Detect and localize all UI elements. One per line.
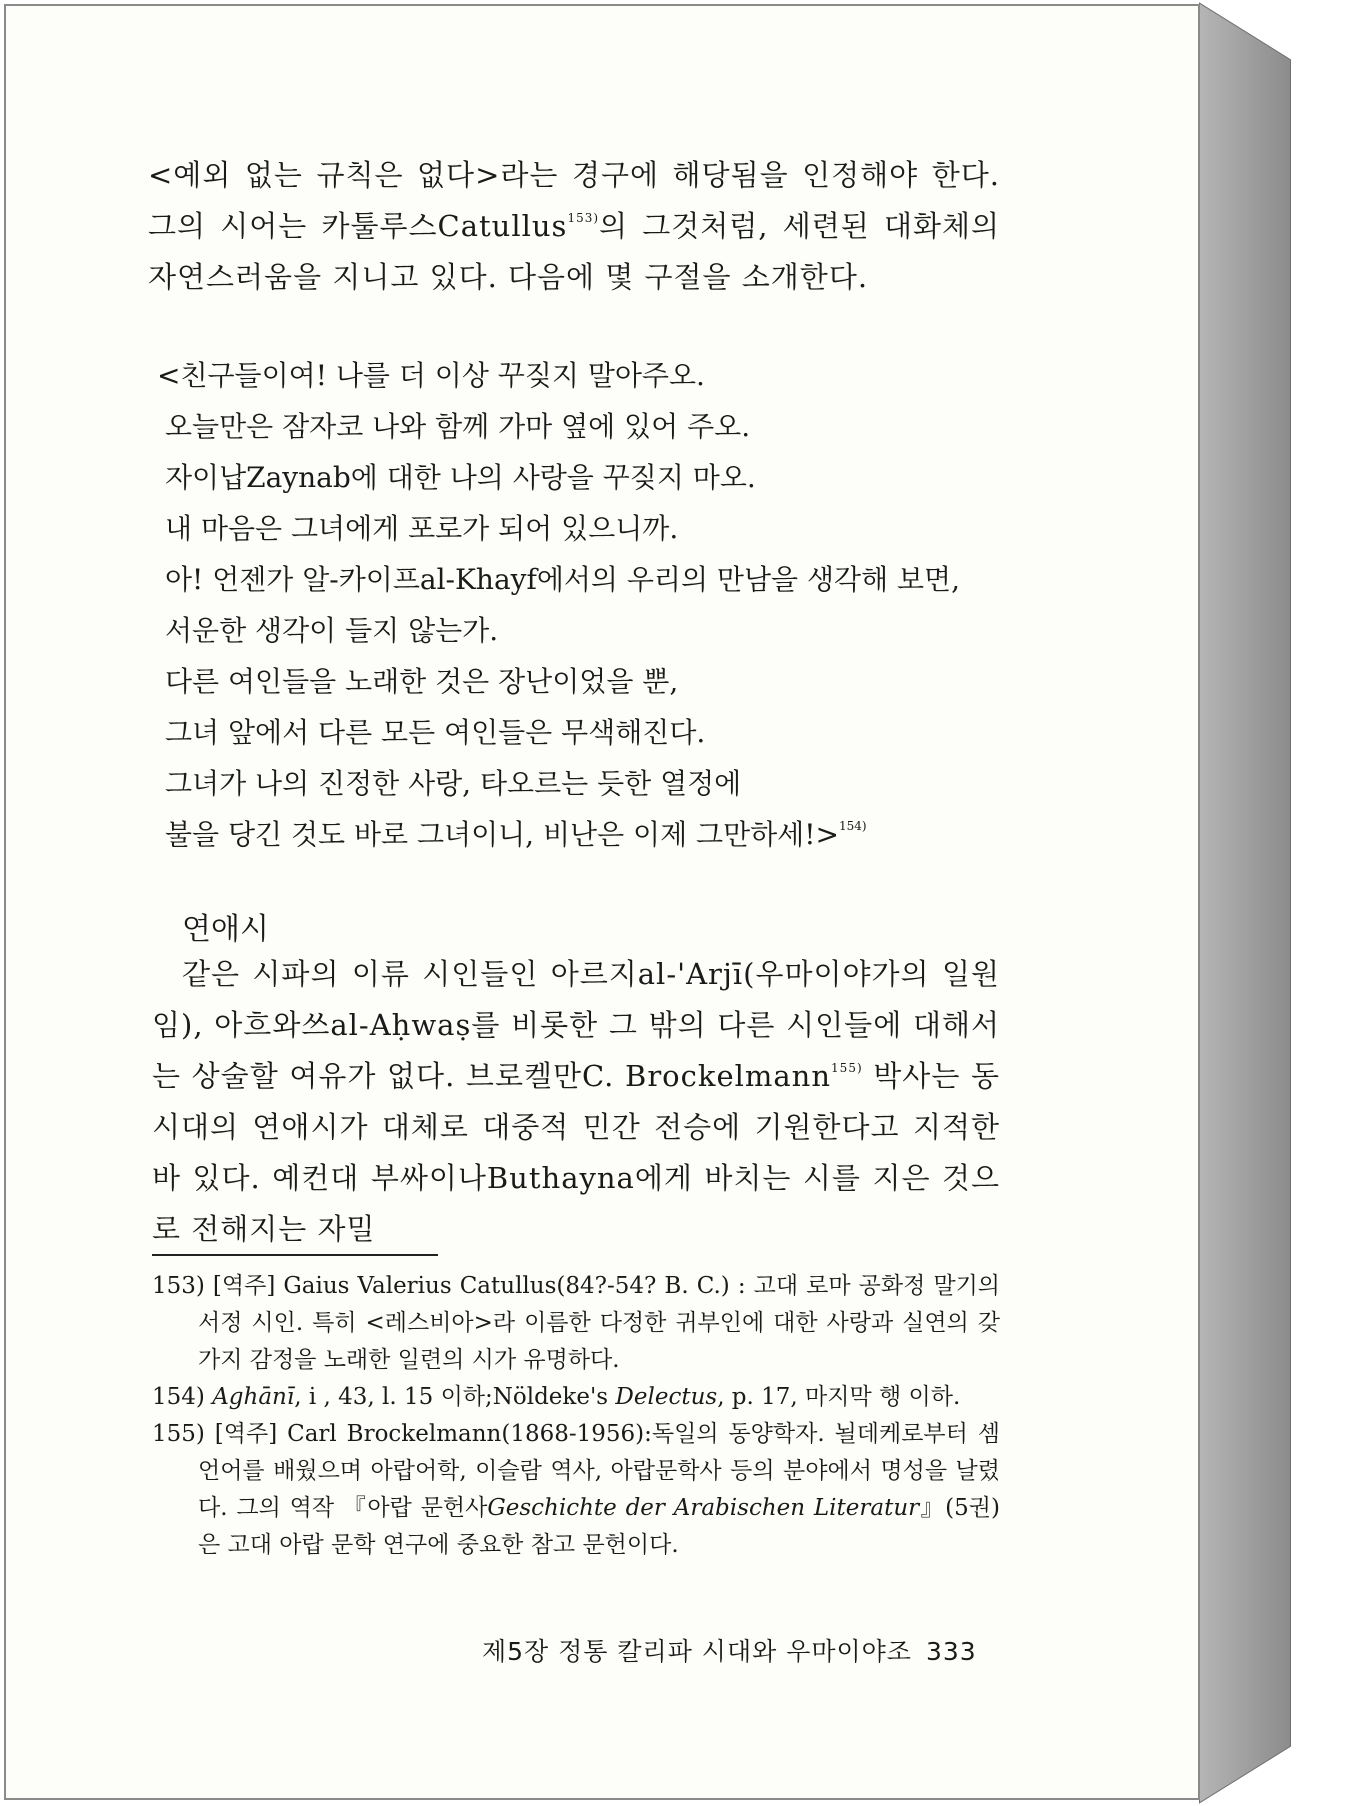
footnote-divider [152,1254,438,1256]
poem-line-last [165,809,985,860]
footnote-ref-155: 155) [831,1061,863,1075]
para2-text-a: 같은 시파의 이류 시인들인 아르지al-'Arjī(우마이야가의 일원임), 아흐와쓰al-Aḥwaṣ를 비롯한 그 밖의 다른 시인들에 대해서는 상술할 여유가 없다. 브로켈만C. Brockelmann [152,957,1000,1093]
poem-line: 오늘만은 잠자코 나와 함께 가마 옆에 있어 주오. [165,410,751,443]
poem-line: 그녀가 나의 진정한 사랑, 타오르는 듯한 열정에 [165,767,742,800]
poem-line: <친구들이여! 나를 더 이상 꾸짖지 말아주오. [157,359,705,392]
poem-line: 자이납Zaynab에 대한 나의 사랑을 꾸짖지 마오. [165,461,756,494]
footnote-154: 154) Aghānī, i , 43, l. 15 이하;Nöldeke's Delectus, p. 17, 마지막 행 이하. [152,1384,961,1410]
love-poetry-paragraph [152,949,1000,1255]
para1-text-rest: 의 그것처럼, 세련된 대화체의 자연스러움을 지니고 있다. 다음에 몇 구절을 소개한다. [148,209,1000,294]
poem-block [157,350,985,860]
footnote-153: 153) [역주] Gaius Valerius Catullus(84?-54? B. C.) : 고대 로마 공화정 말기의 서정 시인. 특히 <레스비아>라 이름한 다정한 귀부인에 대한 사랑과 실연의 갖가지 감정을 노래한 일련의 시가 유명하다. [152,1273,1000,1373]
footnote-155: 155) [역주] Carl Brockelmann(1868-1956):독일의 동양학자. 뇔데케로부터 셈언어를 배웠으며 아랍어학, 이슬람 역사, 아랍문학사 등의 분야에서 명성을 날렸다. 그의 역작 『아랍 문헌사Geschichte der Arabischen Literatur』(5권)은 고대 아랍 문학 연구에 중요한 참고 문헌이다. [152,1421,1000,1558]
running-chapter-title: 제5장 정통 칼리파 시대와 우마이야조 [482,1637,912,1666]
footnote-ref-153: 153) [567,211,600,225]
opening-paragraph [148,150,1000,303]
para1-text: <예외 없는 규칙은 없다>라는 경구에 해당됨을 인정해야 한다. 그의 시어는 카툴루스Catullus [148,158,1000,243]
page-footer [482,1632,977,1668]
poem-line: 다른 여인들을 노래한 것은 장난이었을 뿐, [165,665,679,698]
footnote-ref-154: 154) [838,819,867,833]
poem-line: 그녀 앞에서 다른 모든 여인들은 무색해진다. [165,716,706,749]
footnotes [152,1268,1000,1564]
poem-line: 아! 언젠가 알-카이프al-Khayf에서의 우리의 만남을 생각해 보면, [165,563,961,596]
section-heading: 연애시 [182,912,269,947]
poem-line: 내 마음은 그녀에게 포로가 되어 있으니까. [165,512,679,545]
poem-last-text: 불을 당긴 것도 바로 그녀이니, 비난은 이제 그만하세!> [165,818,839,851]
poem-line: 서운한 생각이 들지 않는가. [165,614,499,647]
page-number: 333 [925,1637,977,1666]
para2-text-b: 박사는 동시대의 연애시가 대체로 대중적 민간 전승에 기원한다고 지적한 바 있다. 예컨대 부싸이나Buthayna에게 바치는 시를 지은 것으로 전해지는 자밀 [152,1059,1000,1246]
